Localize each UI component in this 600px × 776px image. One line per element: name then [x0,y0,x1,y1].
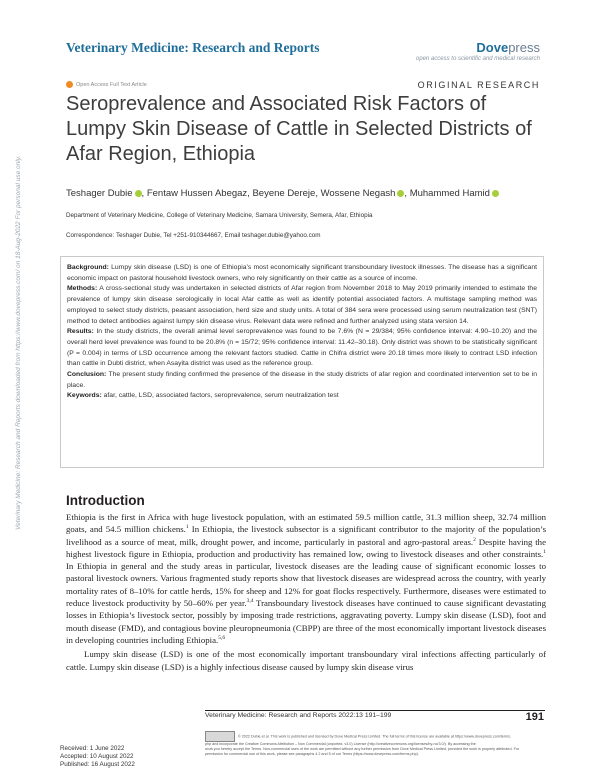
author-name[interactable]: Muhammed Hamid [409,188,490,199]
publisher-logo-prefix: Dove [476,40,509,55]
citation-link[interactable]: 3,4 [246,598,254,605]
open-access-lock-icon [66,81,73,88]
license-line: php and incorporate the Creative Commons Attribution – Non Commercial (unported, v3.0) License (http://creativecommons.org/licenses/by-nc/3.0/). By accessing the [205,742,476,746]
text-run: In Ethiopia, the livestock subsector is a significant contributor to the majority of the population’s livelihood as a source of meat, milk, drought power, and income, particularly in pastoral and agro-pastoral areas. [66,524,546,547]
text-run: Despite having the highest livestock figure in Ethiopia, production and productivity has remained low, owing to livestock diseases and other constraints. [66,536,546,559]
abstract-label: Conclusion: [67,371,107,379]
abstract-text: The present study finding confirmed the presence of the disease in the study districts of afar region and coordinated intervention set to be in place. [67,371,537,389]
text-run: Ethiopia is the first in Africa with huge livestock population, with an estimated 59.5 million cattle, 31.3 million sheep, 32.74 million goats, and 54.5 million chickens. [66,512,546,535]
author-name[interactable]: Fentaw Hussen Abegaz [146,188,248,199]
footer-divider [205,710,545,711]
accepted-date: Accepted: 10 August 2022 [60,752,134,760]
citation-link[interactable]: 1 [543,548,546,555]
affiliation: Department of Veterinary Medicine, College of Veterinary Medicine, Samara University, Semera, Afar, Ethiopia [66,212,373,219]
publisher-tagline: open access to scientific and medical research [415,56,540,62]
publisher-logo[interactable] [476,40,540,55]
correspondence: Correspondence: Teshager Dubie, Tel +251-910344667, Email teshager.dubie@yahoo.com [66,232,321,239]
footer-citation[interactable]: Veterinary Medicine: Research and Reports 2022:13 191–199 [205,712,392,719]
license-notice [205,731,550,757]
publication-dates [60,745,135,768]
license-line: permission for commercial use of this work, please see paragraphs 4.2 and 5 of our Terms (https://www.dovepress.com/terms.php). [205,752,419,756]
abstract-box [60,256,544,468]
introduction-body [66,511,546,673]
article-category: ORIGINAL RESEARCH [417,80,540,90]
download-watermark: Veterinary Medicine: Research and Reports downloaded from https://www.dovepress.com/ on 18-Aug-2022 For personal use only. [15,155,22,530]
abstract-label: Keywords: [67,392,102,400]
article-title: Seroprevalence and Associated Risk Factors of Lumpy Skin Disease of Cattle in Selected Districts of Afar Region, Ethiopia [66,93,532,165]
license-text: © 2022 Dubie et al. This work is published and licensed by Dove Medical Press Limited. The full terms of this license are available at https://www.dovepress.com/terms. [238,734,512,739]
abstract-label: Methods: [67,285,98,293]
author-name[interactable]: Beyene Dereje [252,188,316,199]
abstract-label: Background: [67,264,109,271]
abstract-text: In the study districts, the overall animal level seroprevalence was found to be 7.6% (N = 29/384; 95% confidence interval: 4.90–10.20) and the overall herd level prevalence was found to be 20.8% (n = 15/72; 95% confidence interval: 11.42–30.18). Only district was shown to be statistically significant (P = 0.004) in terms of LSD occurrence among the relevant factors studied. Cattle in Chifra district were 20.18 times more likely to contract LSD infection than cattle in Dubti district, when Asayita district was used as the reference group. [67,328,538,368]
published-date: Published: 16 August 2022 [60,760,135,768]
paragraph [66,511,546,646]
citation-link[interactable]: 2 [473,536,476,543]
citation-link[interactable]: 5,6 [218,635,226,642]
orcid-icon[interactable] [492,190,499,197]
abstract-methods [67,284,537,327]
orcid-icon[interactable] [397,190,404,197]
open-access-label [66,81,147,88]
text-run: In Ethiopia in general and the study areas in particular, livestock diseases are the leading cause of significant economic losses to pastoral livestock owners. Various fragmented study reports show that livestock diseases are widespread across the country, with yearly mortality rates of 8–10% for cattle herds, 15% for sheep and 12% for goat flocks respectively. Furthermore, diseases were estimated to reduce livestock productivity by 50–60% per year. [66,561,546,609]
abstract-text: A cross-sectional study was undertaken in selected districts of Afar region from November 2018 to May 2019 primarily intended to estimate the prevalence of lumpy skin disease serologically in local Afar cattle as well as identify potential associated factors. A multistage sampling method was employed to select study districts, peasant association, herd size and study units. A total of 384 sera were processed using serum neutralization test (SNT) method to detect antibodies against lumpy skin disease virus. Relevant data were refined and further analyzed using stata version 14. [67,285,537,325]
author-name[interactable]: Wossene Negash [320,188,396,199]
abstract-label: Results: [67,328,94,336]
journal-title[interactable]: Veterinary Medicine: Research and Reports [66,40,320,55]
author-name[interactable]: Teshager Dubie [66,188,133,199]
cc-license-badge-icon[interactable] [205,731,235,742]
page-number: 191 [525,711,544,723]
license-line: work you hereby accept the Terms. Non-commercial uses of the work are permitted without any further permission from Dove Medical Press Limited, provided the work is properly attributed. For [205,747,520,751]
abstract-results [67,327,537,370]
abstract-keywords [67,391,537,402]
orcid-icon[interactable] [135,190,142,197]
section-heading-introduction: Introduction [66,493,145,508]
author-list: Teshager Dubie , Fentaw Hussen Abegaz, Beyene Dereje, Wossene Negash , Muhammed Hamid [66,188,499,199]
text-run: Transboundary livestock diseases have continued to cause significant devastating losses in Ethiopia’s livestock sector, possibly by imposing trade restrictions, aggravating poverty. Lumpy skin disease (LSD), foot and mouth disease (FMD), and contagious bovine pleuropneumonia (CBPP) are three of the most economically important livestock diseases in developing countries including Ethiopia. [66,598,546,645]
keywords-text: afar, cattle, LSD, associated factors, seroprevalence, serum neutralization test [103,392,339,400]
license-line [205,731,550,742]
paragraph: Lumpy skin disease (LSD) is one of the most economically important transboundary viral infections affecting particularly of cattle. Lumpy skin disease (LSD) is a highly infectious disease caused by lumpy skin disease virus [66,649,546,672]
abstract-conclusion [67,370,537,391]
abstract-text: Lumpy skin disease (LSD) is one of Ethiopia’s most economically significant transboundary livestock illnesses. The disease has a significant economic impact on pastoral household livestock owners, who rely significantly on their cattle as a source of income. [67,264,537,282]
received-date: Received: 1 June 2022 [60,745,125,752]
open-access-text: Open Access Full Text Article [76,81,147,88]
publisher-logo-suffix: press [508,40,540,55]
abstract-background [67,263,537,284]
citation-link[interactable]: 1 [185,524,189,531]
